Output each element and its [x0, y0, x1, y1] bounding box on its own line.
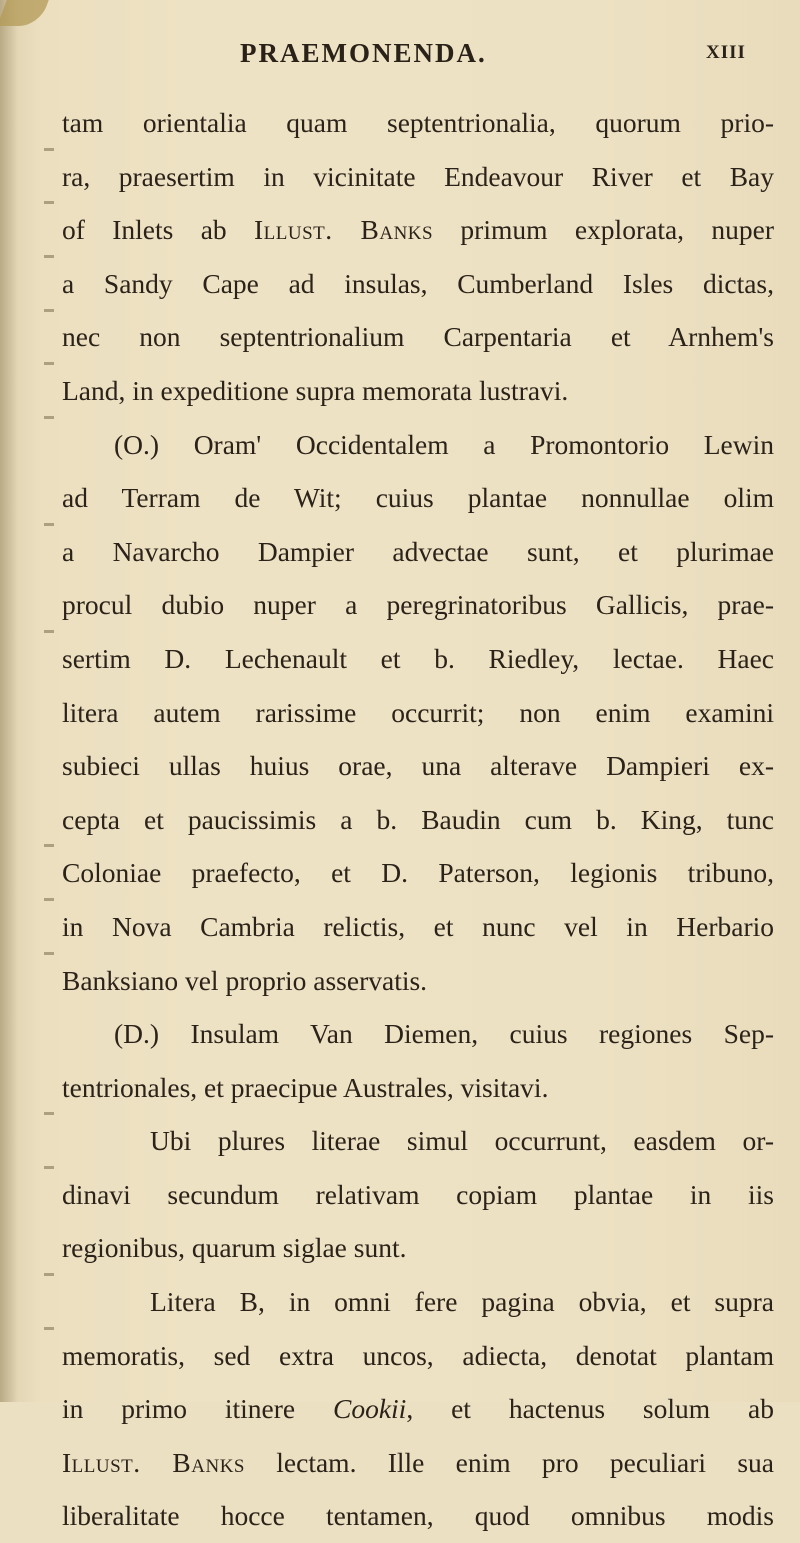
- text-line-16: in Nova Cambria relictis, et nunc vel in Herbario: [62, 910, 774, 942]
- text-line-13: subieci ullas huius orae, una alterave Dampieri ex-: [62, 750, 774, 782]
- body-text: [62, 96, 774, 1543]
- text-line-12: litera autem rarissime occurrit; non enim examini: [62, 696, 774, 728]
- text-line-3: of Inlets ab Illust. Banks primum explorata, nuper: [62, 214, 774, 246]
- text-line-10: procul dubio nuper a peregrinatoribus Gallicis, prae-: [62, 589, 774, 621]
- margin-mark: [44, 255, 54, 258]
- text-line-2: ra, praesertim in vicinitate Endeavour River et Bay: [62, 160, 774, 192]
- margin-mark: [44, 898, 54, 901]
- text-line-20: Ubi plures literae simul occurrunt, easdem or-: [150, 1125, 774, 1157]
- running-title: PRAEMONENDA.: [240, 38, 487, 68]
- text-line-24: memoratis, sed extra uncos, adiecta, denotat plantam: [62, 1339, 774, 1371]
- text-line-21: dinavi secundum relativam copiam plantae in iis: [62, 1178, 774, 1210]
- text-line-23: Litera B, in omni fere pagina obvia, et supra: [150, 1286, 774, 1318]
- margin-mark: [44, 416, 54, 419]
- text-line-15: Coloniae praefecto, et D. Paterson, legionis tribuno,: [62, 857, 774, 889]
- text-line-17: Banksiano vel proprio asservatis.: [62, 964, 428, 996]
- margin-mark: [44, 201, 54, 204]
- text-line-4: a Sandy Cape ad insulas, Cumberland Isles dictas,: [62, 267, 774, 299]
- text-line-8: ad Terram de Wit; cuius plantae nonnullae olim: [62, 482, 774, 514]
- gutter-shadow: [0, 0, 18, 1402]
- text-line-19: tentrionales, et praecipue Australes, visitavi.: [62, 1071, 549, 1103]
- margin-mark: [44, 309, 54, 312]
- margin-mark: [44, 1327, 54, 1330]
- margin-mark: [44, 148, 54, 151]
- margin-mark: [44, 1273, 54, 1276]
- margin-mark: [44, 523, 54, 526]
- text-line-27: liberalitate hocce tentamen, quod omnibus modis: [62, 1500, 774, 1532]
- text-line-7: (O.) Oram' Occidentalem a Promontorio Lewin: [114, 428, 774, 460]
- text-line-14: cepta et paucissimis a b. Baudin cum b. King, tunc: [62, 803, 774, 835]
- text-line-18: (D.) Insulam Van Diemen, cuius regiones Sep-: [114, 1018, 774, 1050]
- text-line-1: tam orientalia quam septentrionalia, quorum prio-: [62, 107, 774, 138]
- text-line-5: nec non septentrionalium Carpentaria et Arnhem's: [62, 321, 774, 353]
- italic-name: Cookii: [332, 1393, 407, 1425]
- margin-mark: [44, 1166, 54, 1169]
- margin-mark: [44, 952, 54, 955]
- margin-mark: [44, 1112, 54, 1115]
- text-line-26: Illust. Banks lectam. Ille enim pro peculiari sua: [62, 1446, 774, 1478]
- text-line-9: a Navarcho Dampier advectae sunt, et plurimae: [62, 535, 774, 567]
- author-name-smallcaps: Illust. Banks: [62, 1446, 245, 1478]
- text-line-6: Land, in expeditione supra memorata lustravi.: [62, 374, 569, 406]
- text-line-11: sertim D. Lechenault et b. Riedley, lectae. Haec: [62, 642, 774, 674]
- running-head: [0, 38, 800, 74]
- text-line-25: in primo itinere Cookii, et hactenus solum ab: [62, 1393, 774, 1425]
- text-line-22: regionibus, quarum siglae sunt.: [62, 1232, 407, 1264]
- corner-stain: [0, 0, 49, 26]
- margin-mark: [44, 362, 54, 365]
- margin-mark: [44, 630, 54, 633]
- page-number: XIII: [706, 42, 746, 63]
- author-name-smallcaps: Illust. Banks: [254, 214, 434, 246]
- margin-mark: [44, 844, 54, 847]
